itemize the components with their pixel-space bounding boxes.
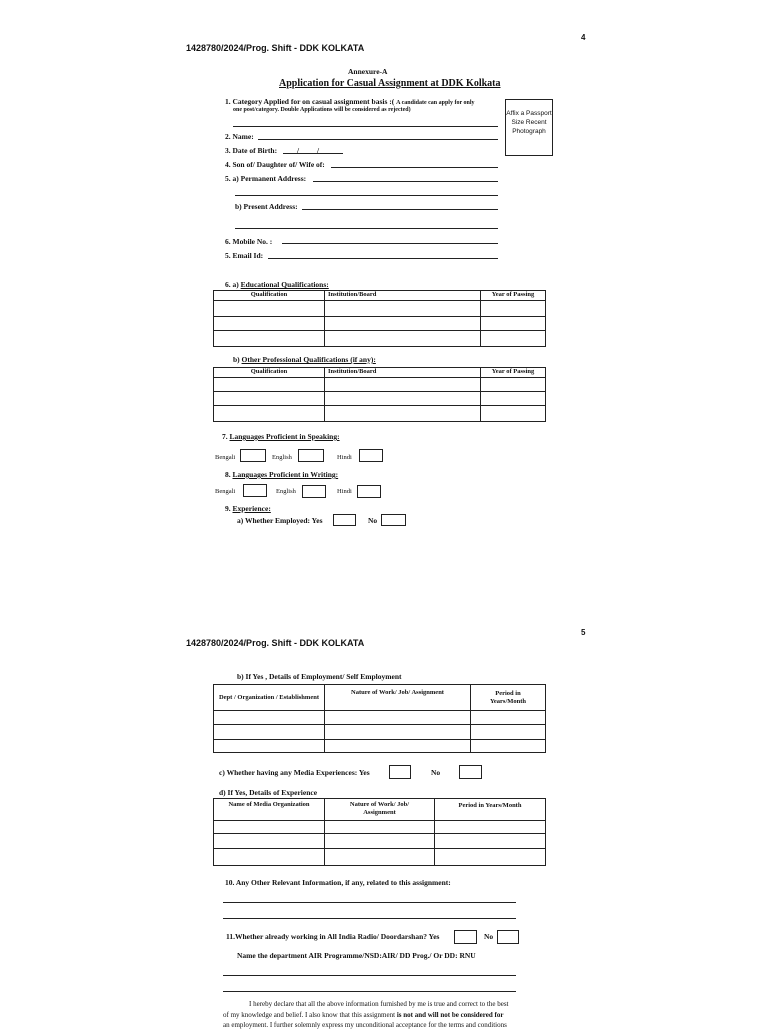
table-header: Period in Years/Month [471, 685, 546, 711]
table-cell[interactable] [214, 406, 325, 422]
employment-details-label: b) If Yes , Details of Employment/ Self Employment [237, 672, 402, 681]
table-header: Dept / Organization / Establishment [214, 685, 325, 711]
present-address-line-2[interactable] [235, 228, 498, 229]
table-cell[interactable] [214, 740, 325, 753]
table-cell[interactable] [214, 378, 325, 392]
air-yes-checkbox[interactable] [454, 930, 477, 944]
category-input-line[interactable] [233, 126, 498, 127]
air-no-label: No [484, 932, 494, 941]
writing-hindi-label: Hindi [337, 488, 352, 495]
speaking-num: 7. [222, 432, 228, 441]
mobile-input-line[interactable] [282, 243, 498, 244]
experience-num: 9. [225, 504, 231, 513]
table-cell[interactable] [481, 331, 546, 347]
prof-label-text: Other Professional Qualifications (if any): [241, 355, 376, 364]
employed-yes-checkbox[interactable] [333, 514, 356, 526]
table-header: Qualification [214, 368, 325, 378]
employed-no-label: No [368, 516, 378, 525]
other-info-label: 10. Any Other Relevant Information, if any, related to this assignment: [225, 878, 451, 887]
table-cell[interactable] [471, 725, 546, 740]
present-address-label: b) Present Address: [235, 202, 298, 211]
dob-separators: / / [297, 146, 328, 155]
speaking-text: Languages Proficient in Speaking: [229, 432, 340, 441]
table-cell[interactable] [435, 821, 546, 834]
table-cell[interactable] [325, 378, 481, 392]
writing-text: Languages Proficient in Writing: [232, 470, 339, 479]
passport-photo-box: Affix a Passport Size Recent Photograph [505, 99, 553, 156]
air-no-checkbox[interactable] [497, 930, 519, 944]
table-cell[interactable] [214, 821, 325, 834]
table-cell[interactable] [325, 317, 481, 331]
media-no-label: No [431, 768, 441, 777]
table-cell[interactable] [214, 711, 325, 725]
speaking-hindi-label: Hindi [337, 454, 352, 461]
relation-input-line[interactable] [331, 167, 498, 168]
speaking-label [222, 432, 340, 441]
media-experience-table [213, 798, 546, 866]
declaration-line-1: I hereby declare that all the above information furnished by me is true and correct to the best [249, 1000, 509, 1008]
edu-label-num: 6. a) [225, 280, 239, 289]
table-cell[interactable] [481, 301, 546, 317]
writing-english-label: English [276, 488, 296, 495]
experience-text: Experience: [232, 504, 271, 513]
form-title: Application for Casual Assignment at DDK Kolkata [279, 78, 501, 89]
table-cell[interactable] [214, 834, 325, 849]
table-cell[interactable] [214, 392, 325, 406]
mobile-label: 6. Mobile No. : [225, 237, 273, 246]
table-cell[interactable] [325, 301, 481, 317]
page-number-2: 5 [581, 628, 586, 637]
page-number: 4 [581, 33, 586, 42]
education-table [213, 290, 546, 347]
writing-english-checkbox[interactable] [302, 485, 326, 498]
media-yes-checkbox[interactable] [389, 765, 411, 779]
speaking-english-label: English [272, 454, 292, 461]
prof-label [233, 355, 376, 364]
email-label: 5. Email Id: [225, 251, 264, 260]
table-cell[interactable] [325, 849, 435, 866]
other-info-line-1[interactable] [223, 902, 516, 903]
department-label: Name the department AIR Programme/NSD:AIR/ DD Prog./ Or DD: RNU [237, 951, 476, 960]
table-cell[interactable] [214, 331, 325, 347]
writing-bengali-checkbox[interactable] [243, 484, 267, 497]
table-cell[interactable] [325, 331, 481, 347]
table-cell[interactable] [214, 301, 325, 317]
name-label: 2. Name: [225, 132, 254, 141]
declaration-line-2a: of my knowledge and belief. I also know that this assignment [223, 1011, 396, 1019]
speaking-bengali-checkbox[interactable] [240, 449, 266, 462]
table-cell[interactable] [471, 740, 546, 753]
present-address-line-1[interactable] [302, 209, 498, 210]
writing-label [225, 470, 338, 479]
table-cell[interactable] [435, 834, 546, 849]
speaking-hindi-checkbox[interactable] [359, 449, 383, 462]
table-cell[interactable] [325, 711, 471, 725]
dob-input-line[interactable] [283, 153, 343, 154]
document-header: 1428780/2024/Prog. Shift - DDK KOLKATA [186, 43, 365, 53]
employed-no-checkbox[interactable] [381, 514, 406, 526]
table-cell[interactable] [325, 725, 471, 740]
table-cell[interactable] [325, 406, 481, 422]
writing-hindi-checkbox[interactable] [357, 485, 381, 498]
table-cell[interactable] [481, 392, 546, 406]
email-input-line[interactable] [268, 258, 498, 259]
table-cell[interactable] [481, 406, 546, 422]
department-line-1[interactable] [223, 975, 516, 976]
employed-question: a) Whether Employed: Yes [237, 516, 323, 525]
edu-label [225, 280, 329, 289]
speaking-bengali-label: Bengali [215, 454, 236, 461]
declaration-line-3: an employment. I further solemnly express my unconditional acceptance for the terms and conditions [223, 1021, 507, 1029]
edu-label-text: Educational Qualifications: [240, 280, 329, 289]
media-details-label: d) If Yes, Details of Experience [219, 788, 318, 797]
media-experience-question: c) Whether having any Media Experiences: Yes [219, 768, 370, 777]
category-label [225, 97, 475, 106]
speaking-english-checkbox[interactable] [298, 449, 324, 462]
other-info-line-2[interactable] [223, 918, 516, 919]
prof-label-num: b) [233, 355, 240, 364]
table-cell[interactable] [214, 849, 325, 866]
table-header: Institution/Board [325, 368, 481, 378]
table-header: Qualification [214, 291, 325, 301]
table-cell[interactable] [214, 725, 325, 740]
permanent-address-label: 5. a) Permanent Address: [225, 174, 307, 183]
table-header: Nature of Work/ Job/ Assignment [325, 685, 471, 711]
table-cell[interactable] [325, 821, 435, 834]
table-cell[interactable] [325, 392, 481, 406]
table-cell[interactable] [481, 378, 546, 392]
employment-table [213, 684, 546, 753]
permanent-address-line-1[interactable] [313, 181, 498, 182]
department-line-2[interactable] [223, 991, 516, 992]
table-header: Institution/Board [325, 291, 481, 301]
table-cell[interactable] [471, 711, 546, 725]
table-header: Period in Years/Month [435, 799, 546, 821]
name-input-line[interactable] [258, 139, 498, 140]
professional-table [213, 367, 546, 422]
writing-bengali-label: Bengali [215, 488, 236, 495]
permanent-address-line-2[interactable] [235, 195, 498, 196]
declaration-line-2b: is not and will not be considered for [396, 1011, 504, 1019]
table-cell[interactable] [325, 740, 471, 753]
category-label-text: 1. Category Applied for on casual assignment basis :( [225, 97, 395, 106]
media-no-checkbox[interactable] [459, 765, 482, 779]
experience-label [225, 504, 271, 513]
relation-label: 4. Son of/ Daughter of/ Wife of: [225, 160, 325, 169]
table-cell[interactable] [435, 849, 546, 866]
writing-num: 8. [225, 470, 231, 479]
air-dd-question: 11.Whether already working in All India Radio/ Doordarshan? Yes [226, 932, 440, 941]
table-header: Nature of Work/ Job/ Assignment [325, 799, 435, 821]
table-header: Name of Media Organization [214, 799, 325, 821]
document-header-2: 1428780/2024/Prog. Shift - DDK KOLKATA [186, 638, 365, 648]
annexure-label: Annexure-A [348, 67, 388, 76]
table-cell[interactable] [214, 317, 325, 331]
table-header: Year of Passing [481, 368, 546, 378]
category-note: A candidate can apply for only [396, 100, 475, 106]
dob-label: 3. Date of Birth: [225, 146, 278, 155]
table-header: Year of Passing [481, 291, 546, 301]
table-cell[interactable] [481, 317, 546, 331]
table-cell[interactable] [325, 834, 435, 849]
category-note-2: one post/category. Double Applications will be considered as rejected) [233, 107, 411, 113]
